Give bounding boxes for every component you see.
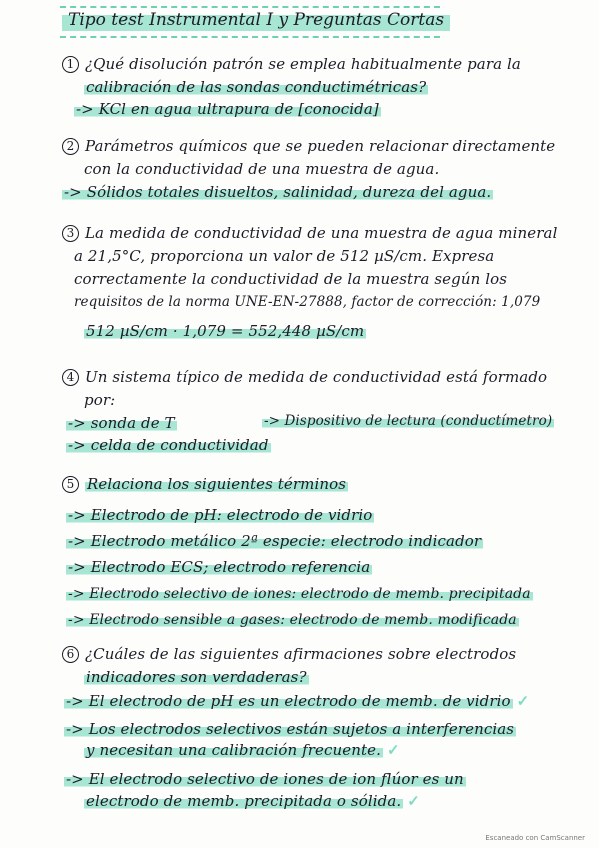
q6-answer-1-text: -> El electrodo de pH es un electrodo de memb. de vidrio (66, 692, 511, 710)
q6-text-2: indicadores son verdaderas? (86, 668, 307, 686)
q6-answer-1 (64, 692, 529, 710)
check-mark-icon: ✓ (516, 692, 530, 710)
q6-answer-4-text: -> El electrodo selectivo de iones de ion flúor es un (66, 770, 464, 788)
q6-answer-3-text: y necesitan una calibración frecuente. (86, 741, 381, 759)
q4-answer-1-text: -> sonda de T (68, 414, 175, 432)
q5-answer-4-text: -> Electrodo selectivo de iones: electrodo de memb. precipitada (68, 586, 531, 602)
q4-text-2: por: (84, 391, 116, 409)
q6-answer-5-text: electrodo de memb. precipitada o sólida. (86, 792, 402, 810)
q5-text-1: Relaciona los siguientes términos (87, 475, 347, 493)
q6-answer-4 (64, 770, 466, 788)
q1-answer-text: -> KCl en agua ultrapura de [conocida] (76, 100, 379, 118)
q6-number: 6 (62, 646, 79, 663)
q3-calc-text: 512 µS/cm · 1,079 = 552,448 µS/cm (86, 322, 365, 340)
q6-text-1: ¿Cuáles de las siguientes afirmaciones sobre electrodos (85, 645, 517, 663)
q3-text-2: a 21,5°C, proporciona un valor de 512 µS/cm. Expresa (74, 247, 495, 265)
q5-line-1 (62, 475, 348, 493)
q4-line-2 (84, 391, 115, 409)
q3-text-3: correctamente la conductividad de la muestra según los (74, 270, 508, 288)
q2-answer-text: -> Sólidos totales disueltos, salinidad, dureza del agua. (64, 183, 492, 201)
q4-line-1 (62, 368, 547, 386)
q6-answer-5 (84, 792, 420, 810)
q5-answer-3-text: -> Electrodo ECS; electrodo referencia (68, 558, 371, 576)
check-mark-icon: ✓ (386, 741, 400, 759)
q5-answer-5-text: -> Electrodo sensible a gases: electrodo de memb. modificada (68, 612, 517, 628)
q6-answer-2-text: -> Los electrodos selectivos están sujetos a interferencias (66, 720, 515, 738)
q5-answer-3 (66, 558, 372, 576)
q5-answer-4 (66, 585, 533, 603)
q4-answer-2 (262, 412, 554, 430)
q3-line-2 (74, 247, 494, 265)
q3-calculation (84, 322, 366, 340)
q4-text-1: Un sistema típico de medida de conductividad está formado (85, 368, 548, 386)
q3-text-1: La medida de conductividad de una muestra de agua mineral (85, 224, 558, 242)
q1-line-2 (84, 78, 428, 96)
q6-answer-2 (64, 720, 516, 738)
q2-text-1: Parámetros químicos que se pueden relacionar directamente (85, 137, 556, 155)
q4-answer-3-text: -> celda de conductividad (68, 436, 269, 454)
q4-answer-1 (66, 414, 177, 432)
q6-answer-3 (84, 741, 400, 759)
q3-number: 3 (62, 225, 79, 242)
q3-line-3 (74, 270, 507, 288)
page-title: Tipo test Instrumental I y Preguntas Cortas (62, 8, 450, 32)
q2-text-2: con la conductividad de una muestra de agua. (84, 160, 440, 178)
q3-text-4: requisitos de la norma UNE-EN-27888, factor de corrección: 1,079 (74, 294, 541, 310)
q1-number: 1 (62, 56, 79, 73)
q3-line-1 (62, 224, 557, 242)
q5-answer-2 (66, 532, 483, 550)
q4-answer-2-text: -> Dispositivo de lectura (conductímetro) (264, 413, 553, 429)
q1-text-2: calibración de las sondas conductimétricas? (86, 78, 427, 96)
q5-answer-1-text: -> Electrodo de pH: electrodo de vidrio (68, 506, 373, 524)
q6-line-1 (62, 645, 516, 663)
q6-line-2 (84, 668, 309, 686)
q5-number: 5 (62, 476, 79, 493)
q5-answer-5 (66, 611, 519, 629)
q4-number: 4 (62, 369, 79, 386)
q5-answer-2-text: -> Electrodo metálico 2ª especie: electrodo indicador (68, 532, 482, 550)
q1-line-1 (62, 55, 521, 73)
q2-number: 2 (62, 138, 79, 155)
q2-answer (62, 183, 493, 201)
q2-line-1 (62, 137, 555, 155)
q3-line-4 (74, 293, 540, 311)
q4-answer-3 (66, 436, 271, 454)
title-dash-bottom (60, 36, 440, 38)
q1-answer (74, 100, 381, 118)
q5-answer-1 (66, 506, 374, 524)
check-mark-icon: ✓ (407, 792, 420, 810)
q1-text-1: ¿Qué disolución patrón se emplea habitualmente para la (85, 55, 521, 73)
scanner-watermark: Escaneado con CamScanner (485, 834, 585, 842)
q2-line-2 (84, 160, 439, 178)
